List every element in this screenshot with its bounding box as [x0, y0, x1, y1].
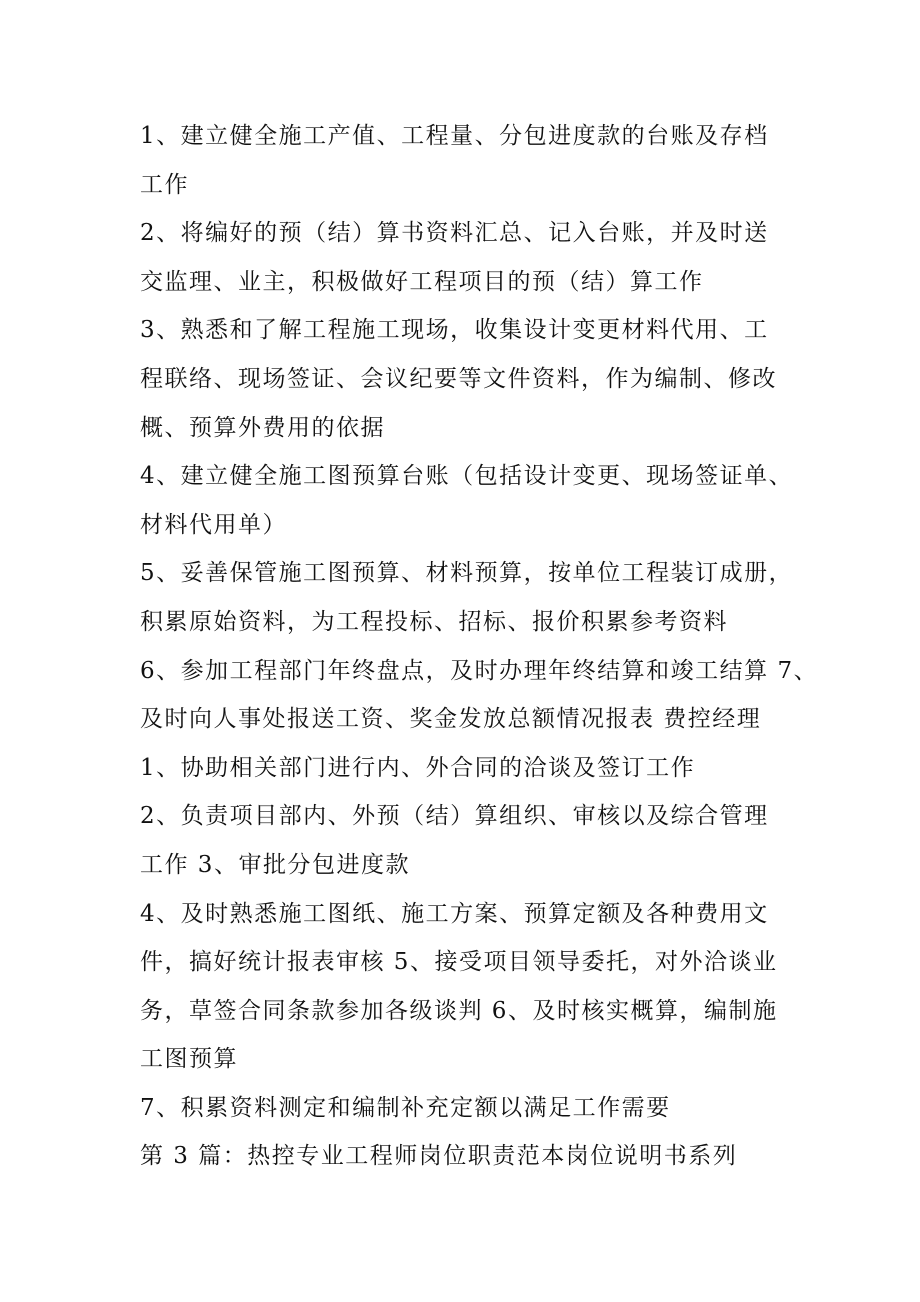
text-line: 7、积累资料测定和编制补充定额以满足工作需要 — [140, 1094, 671, 1121]
section-heading: 第 3 篇：热控专业工程师岗位职责范本岗位说明书系列 — [140, 1143, 738, 1170]
text-line: 1、协助相关部门进行内、外合同的洽谈及签订工作 — [140, 754, 696, 781]
text-line: 5、妥善保管施工图预算、材料预算，按单位工程装订成册， — [140, 560, 794, 587]
text-line: 件，搞好统计报表审核 5、接受项目领导委托，对外洽谈业 — [140, 949, 778, 976]
text-line: 2、负责项目部内、外预（结）算组织、审核以及综合管理 — [140, 803, 769, 830]
text-line: 概、预算外费用的依据 — [140, 414, 385, 441]
text-line: 工作 — [140, 171, 189, 198]
text-line: 工作 3、审批分包进度款 — [140, 851, 410, 878]
text-line: 6、参加工程部门年终盘点，及时办理年终结算和竣工结算 7、 — [140, 657, 819, 684]
text-line: 材料代用单） — [140, 511, 287, 538]
text-line: 4、建立健全施工图预算台账（包括设计变更、现场签证单、 — [140, 463, 794, 490]
text-line: 2、将编好的预（结）算书资料汇总、记入台账，并及时送 — [140, 220, 769, 247]
text-line: 3、熟悉和了解工程施工现场，收集设计变更材料代用、工 — [140, 317, 769, 344]
text-line: 工图预算 — [140, 1046, 238, 1073]
text-line: 1、建立健全施工产值、工程量、分包进度款的台账及存档 — [140, 123, 769, 149]
text-line: 交监理、业主，积极做好工程项目的预（结）算工作 — [140, 268, 704, 295]
document-body — [140, 112, 819, 1181]
text-line: 及时向人事处报送工资、奖金发放总额情况报表 费控经理 — [140, 706, 762, 733]
text-line: 积累原始资料，为工程投标、招标、报价积累参考资料 — [140, 608, 728, 635]
text-line: 务，草签合同条款参加各级谈判 6、及时核实概算，编制施 — [140, 997, 778, 1024]
text-line: 4、及时熟悉施工图纸、施工方案、预算定额及各种费用文 — [140, 900, 769, 927]
text-line: 程联络、现场签证、会议纪要等文件资料，作为编制、修改 — [140, 365, 777, 392]
